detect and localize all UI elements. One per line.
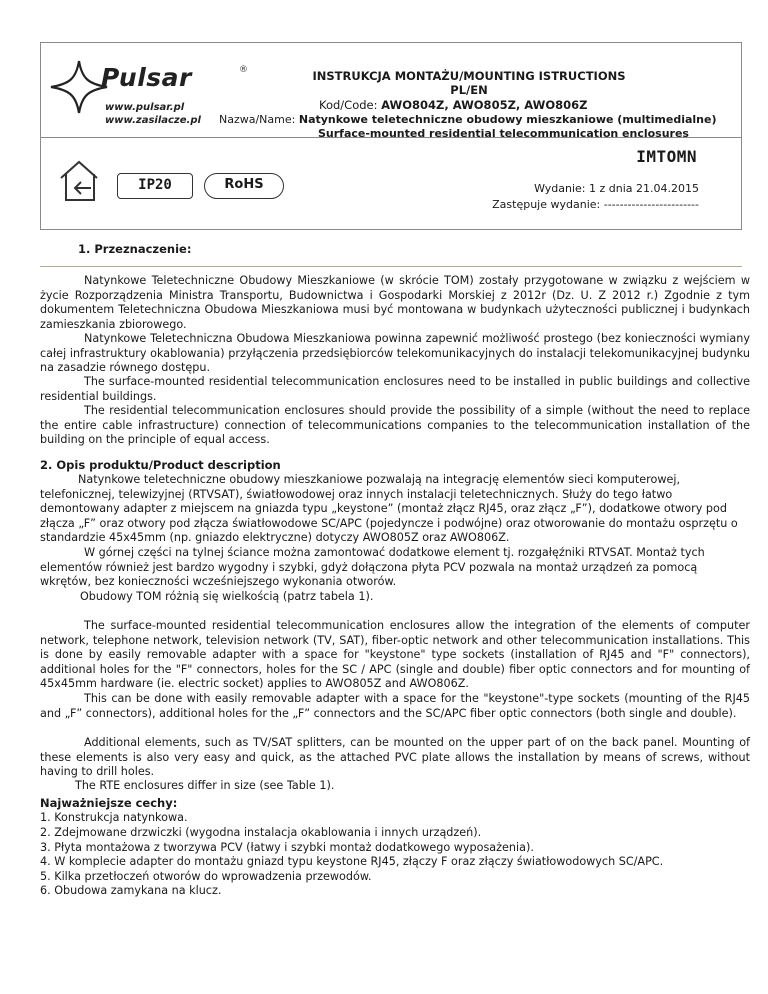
website-zasilacze: www.zasilacze.pl [105,115,201,126]
issue-info: Wydanie: 1 z dnia 21.04.2015 [534,182,699,195]
feature-item: 4. W komplecie adapter do montażu gniazd typu keystone RJ45, złączy F oraz złączy światłowodowych SC/APC. [40,855,664,868]
section-1-paragraph-2: Natynkowe Teletechniczna Obudowa Mieszkaniowa powinna zapewnić możliwość prostego (bez konieczności wymiany całej infrastruktury okablowania) przyłączenia przedsiębiorców telekomunikacyjnych do instalacji telekomunikacyjnej budynku na zasadzie równego dostępu. [40,332,750,375]
section-2-paragraph-1: Natynkowe teletechniczne obudowy mieszkaniowe pozwalają na integrację elementów sieci komputerowej, telefonicznej, telewizyjnej (RTVSAT), światłowodowej oraz innych instalacji teletechnicznych. Służy do tego łatwo demontowany adapter z miejscem na gniazda typu „keystone” (montaż złącz RJ45, oraz złącz „F”), dodatkowe otwory pod złącza „F” oraz otwory pod złącza światłowodowe SC/APC (pojedyncze i podwójne) oraz otworowanie do montażu osprzętu o standardzie 45x45mm (np. gniazdo elektryczne) dotyczy AWO805Z oraz AWO806Z. [40,473,738,545]
feature-item: 2. Zdejmowane drzwiczki (wygodna instalacja okablowania i innych urządzeń). [40,826,482,839]
doc-title: INSTRUKCJA MONTAŻU/MOUNTING ISTRUCTIONS [312,69,626,83]
rohs-badge: RoHS [204,173,284,199]
section-2-paragraph-2: W górnej części na tylnej ściance można zamontować dodatkowe element tj. rozgałęźniki RTVSAT. Montaż tych elementów również jest bardzo wygodny i szybki, gdyż dołączona płyta PCV pozwala na montaż urządzeń za pomocą wkrętów, bez konieczności wcześniejszego wykonania otworów. [40,546,705,589]
section-1-heading: 1. Przeznaczenie: [78,242,192,256]
section-2-paragraph-4: The surface-mounted residential telecommunication enclosures allow the integration of the elements of computer network, telephone network, television network (TV, SAT), fiber-optic network and other telecommunication installations. This is done by easily removable adapter with a space for "keystone" type sockets (installation of RJ45 and "F" connectors), additional holes for the "F" connectors, holes for the SC / APC (single and double) fiber optic connectors and for mounting of 45x45mm hardware (ie. electric socket) applies to AWO805Z and AWO806Z. [40,619,750,691]
section-1-paragraph-1: Natynkowe Teletechniczne Obudowy Mieszkaniowe (w skrócie TOM) zostały przygotowane w związku z wejściem w życie Rozporządzenia Ministra Transportu, Budownictwa i Gospodarki Morskiej z 2012r (Dz. U. Z 2012 r.) Zgodnie z tym dokumentem Teletechniczna Obudowa Mieszkaniowa musi być montowana w budynkach użyteczności publicznej i budynkach zamieszkania zbiorowego. [40,274,750,331]
document-id: IMTOMN [636,147,697,166]
product-name-en: Surface-mounted residential telecommunication enclosures [318,127,689,140]
section-2-paragraph-6: Additional elements, such as TV/SAT splitters, can be mounted on the upper part of on the back panel. Mounting of these elements is also very easy and quick, as the attached PVC plate allows the installation by means of screws, without having to drill holes. [40,736,750,779]
doc-language: PL/EN [450,83,488,97]
feature-item: 5. Kilka przetłoczeń otworów do wprowadzenia przewodów. [40,870,372,883]
section-2-paragraph-7: The RTE enclosures differ in size (see Table 1). [75,779,335,792]
product-code: Kod/Code: AWO804Z, AWO805Z, AWO806Z [319,98,588,112]
ip-rating-badge: IP20 [117,173,193,199]
brand-name: Pulsar [101,63,192,92]
indoor-use-icon [55,156,103,204]
document-header [40,42,742,230]
section-1-paragraph-4: The residential telecommunication enclosures should provide the possibility of a simple (without the need to replace the entire cable infrastructure) connection of telecommunications companies to the telecommunication installation of the building on the principle of equal access. [40,404,750,447]
section-2-heading: 2. Opis produktu/Product description [40,458,281,472]
section-2-paragraph-3: Obudowy TOM różnią się wielkością (patrz tabela 1). [80,590,374,603]
replaces-info: Zastępuje wydanie: ------------------------ [492,198,699,211]
features-heading: Najważniejsze cechy: [40,796,178,810]
website-pulsar: www.pulsar.pl [105,102,185,113]
section-1-paragraph-3: The surface-mounted residential telecommunication enclosures need to be installed in public buildings and collective residential buildings. [40,375,750,403]
feature-item: 3. Płyta montażowa z tworzywa PCV (łatwy i szybki montaż dodatkowego wyposażenia). [40,841,534,854]
product-name-pl: Nazwa/Name: Natynkowe teletechniczne obudowy mieszkaniowe (multimedialne) [219,113,717,126]
section-divider [40,266,742,267]
section-2-paragraph-5: This can be done with easily removable adapter with a space for the "keystone"-type sockets (mounting of the RJ45 and „F” connectors), additional holes for the „F” connectors and the SC/APC fiber optic connectors (both single and double). [40,692,750,720]
feature-item: 1. Konstrukcja natynkowa. [40,811,188,824]
feature-item: 6. Obudowa zamykana na klucz. [40,884,222,897]
registered-mark: ® [239,65,248,75]
